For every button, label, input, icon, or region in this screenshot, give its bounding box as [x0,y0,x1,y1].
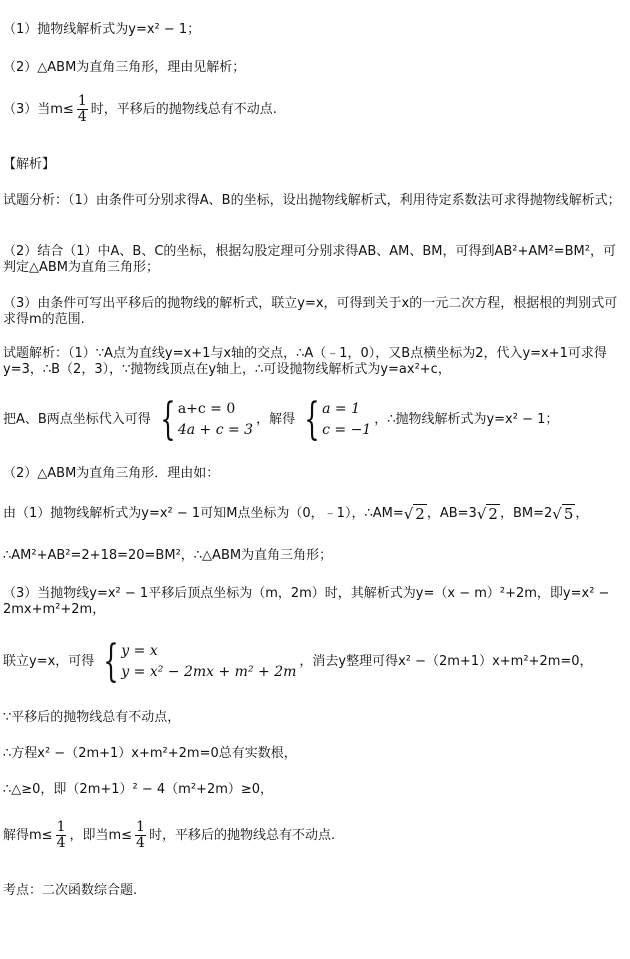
solution-p9: ∴方程x² −（2m+1）x+m²+2m=0总有实数根， [3,746,297,761]
solution-p4-text: 由（1）抛物线解析式为y=x² − 1可知M点坐标为（0，﹣1），∴AM= [3,506,404,522]
equation-system-1: { a+c = 0 4a + c = 3 [160,394,254,445]
solution-p11 [3,820,335,852]
solution-p11-suffix: 时，平移后的抛物线总有不动点. [148,827,336,843]
solution-p1: 试题解析：（1）∵A点为直线y=x+1与x轴的交点，∴A（﹣1，0），又B点横坐标为2，代入y=x+1可求得y=3，∴B（2，3），∵抛物线顶点在y轴上，∴可设抛物线解析式为y=ax²+c， [3,346,607,378]
fraction-one-quarter: $\frac{1}{4}$ [77,93,87,126]
fraction-one-quarter-2: $\frac{1}{4}$ [56,819,66,852]
sqrt-2-a: √ 2 [403,505,425,523]
solution-p2-suffix: ，∴抛物线解析式为y=x² − 1； [374,411,559,427]
solution-p4-bm: ，BM=2 [499,506,553,522]
analysis-p2: （2）结合（1）中A、B、C的坐标，根据勾股定理可分别求得AB、AM、BM，可得到AB²+AM²=BM²，可判定△ABM为直角三角形； [3,244,616,276]
solution-p2 [3,394,559,445]
answer-2: （2）△ABM为直角三角形，理由见解析； [3,60,246,75]
answer-3 [3,94,277,126]
section-title: 【解析】 [3,157,56,172]
sqrt-5: √ 5 [552,505,574,523]
sqrt-2-b: √ 2 [476,505,498,523]
equation-system-3: { y = x y = x² − 2mx + m² + 2m [103,636,297,687]
solution-p10: ∴△≥0，即（2m+1）² − 4（m²+2m）≥0， [3,782,274,797]
answer-1: （1）抛物线解析式为y=x² − 1； [3,22,201,37]
analysis-p3: （3）由条件可写出平移后的抛物线的解析式，联立y=x，可得到关于x的一元二次方程，根据根的判别式可求得m的范围. [3,296,618,328]
solution-p4-end: ， [575,506,589,522]
solution-p5: ∴AM²+AB²=2+18=20=BM²，∴△ABM为直角三角形； [3,548,333,563]
fraction-one-quarter-3: $\frac{1}{4}$ [136,819,145,852]
solution-p4 [3,505,588,524]
footer-topic: 考点：二次函数综合题. [3,883,138,898]
analysis-p1: 试题分析：（1）由条件可分别求得A、B的坐标，设出抛物线解析式，利用待定系数法可求得抛物线解析式； [3,193,621,208]
solution-p4-ab: ，AB=3 [426,506,477,522]
solution-p2-mid: ，解得 [256,411,296,427]
solution-p7-suffix: ，消去y整理可得x² −（2m+1）x+m²+2m=0， [299,653,593,669]
equation-system-2: { a = 1 c = −1 [304,394,372,445]
solution-p6: （3）当抛物线y=x² − 1平移后顶点坐标为（m，2m）时，其解析式为y=（x − m）²+2m，即y=x² − 2mx+m²+2m， [3,586,610,618]
solution-p7 [3,636,593,687]
answer-3-prefix: （3）当m≤ [3,101,74,117]
solution-p2-prefix: 把A、B两点坐标代入可得 [3,411,151,427]
solution-p11-mid: ，即当m≤ [69,827,133,843]
solution-p8: ∵平移后的抛物线总有不动点， [3,710,181,725]
solution-p7-prefix: 联立y=x，可得 [3,653,95,669]
answer-3-suffix: 时，平移后的抛物线总有不动点. [90,101,277,117]
solution-p3: （2）△ABM为直角三角形．理由如： [3,466,220,481]
solution-p11-prefix: 解得m≤ [3,827,53,843]
